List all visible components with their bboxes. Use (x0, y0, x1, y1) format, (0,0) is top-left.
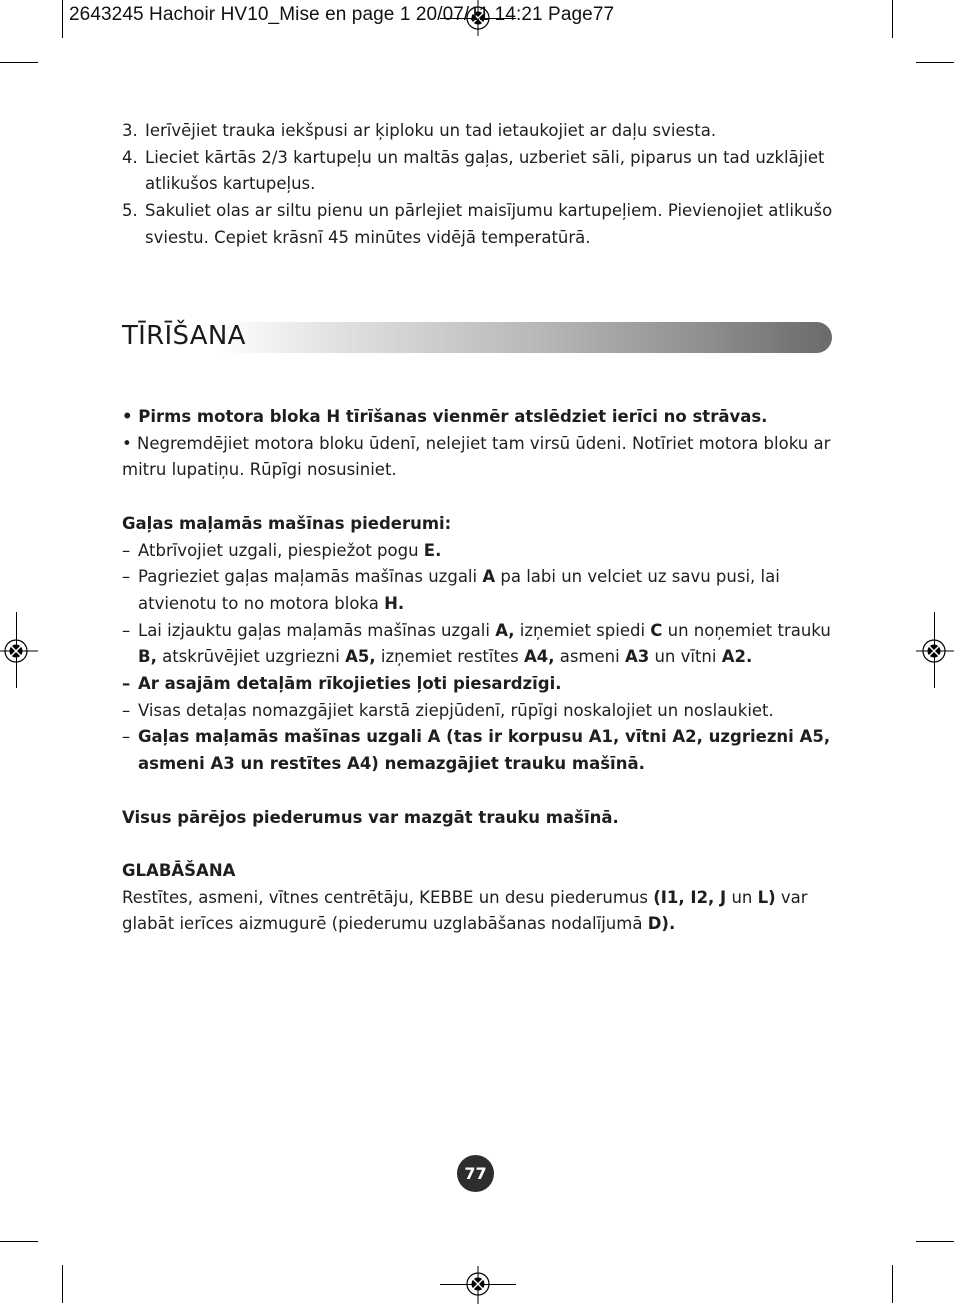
recipe-steps (122, 118, 842, 252)
warning-bullet: • Pirms motora bloka H tīrīšanas vienmēr atslēdziet ierīci no strāvas. (122, 407, 768, 426)
step-number: 5. (122, 201, 138, 221)
registration-mark-icon (0, 631, 38, 671)
section-title: TĪRĪŠANA (122, 321, 246, 351)
cleaning-instructions (122, 404, 834, 938)
list-item: – Ar asajām detaļām rīkojieties ļoti piesardzīgi. (122, 674, 562, 694)
step-text: Lieciet kārtās 2/3 kartupeļu un maltās gaļas, uzberiet sāli, piparus un tad uzklājiet atlikušos kartupeļus. (145, 147, 825, 194)
print-slug: 2643245 Hachoir HV10_Mise en page 1 20/07/11 14:21 Page77 (69, 4, 615, 25)
registration-mark-icon (458, 1264, 498, 1304)
dishwasher-note: Visus pārējos piederumus var mazgāt trauku mašīnā. (122, 807, 619, 827)
recipe-step (122, 145, 842, 198)
crop-mark (62, 0, 63, 38)
page-number-badge: 77 (457, 1155, 494, 1192)
list-item: – Pagrieziet gaļas maļamās mašīnas uzgali A pa labi un velciet uz savu pusi, lai atvienotu to no motora bloka H. (122, 567, 780, 613)
step-number: 4. (122, 147, 138, 167)
crop-mark (916, 62, 954, 63)
storage-text: Restītes, asmeni, vītnes centrētāju, KEBBE un desu piederumus (I1, I2, J un L) var glabāt ierīces aizmugurē (piederumu uzglabāšanas nodalījumā D). (122, 887, 808, 934)
step-number: 3. (122, 121, 138, 140)
step-text: Ierīvējiet trauka iekšpusi ar ķiploku un tad ietaukojiet ar daļu sviesta. (145, 121, 717, 140)
instruction-bullet: • Negremdējiet motora bloku ūdenī, nelejiet tam virsū ūdeni. Notīriet motora bloku ar mitru lupatiņu. Rūpīgi nosusiniet. (122, 433, 831, 480)
storage-heading: GLABĀŠANA (122, 860, 236, 880)
crop-mark (916, 1241, 954, 1242)
step-text: Sakuliet olas ar siltu pienu un pārlejiet maisījumu kartupeļiem. Pievienojiet atlikušo sviestu. Cepiet krāsnī 45 minūtes vidējā temperatūrā. (145, 201, 833, 247)
list-item: – Gaļas maļamās mašīnas uzgali A (tas ir korpusu A1, vītni A2, uzgriezni A5, asmeni A3 un restītes A4) nemazgājiet trauku mašīnā. (122, 727, 831, 774)
accessories-heading: Gaļas maļamās mašīnas piederumi: (122, 513, 452, 533)
list-item: – Visas detaļas nomazgājiet karstā ziepjūdenī, rūpīgi noskalojiet un noslaukiet. (122, 700, 774, 720)
crop-mark (62, 1265, 63, 1303)
recipe-step (122, 198, 842, 251)
crop-mark (0, 1241, 38, 1242)
crop-mark (0, 62, 38, 63)
crop-mark (892, 0, 893, 38)
list-item: – Atbrīvojiet uzgali, piespiežot pogu E. (122, 540, 442, 560)
list-item: – Lai izjauktu gaļas maļamās mašīnas uzgali A, izņemiet spiedi C un noņemiet trauku B, atskrūvējiet uzgriezni A5, izņemiet restītes A4, asmeni A3 un vītni A2. (122, 620, 831, 667)
crop-mark (892, 1265, 893, 1303)
recipe-step (122, 118, 842, 145)
registration-mark-icon (916, 631, 954, 671)
